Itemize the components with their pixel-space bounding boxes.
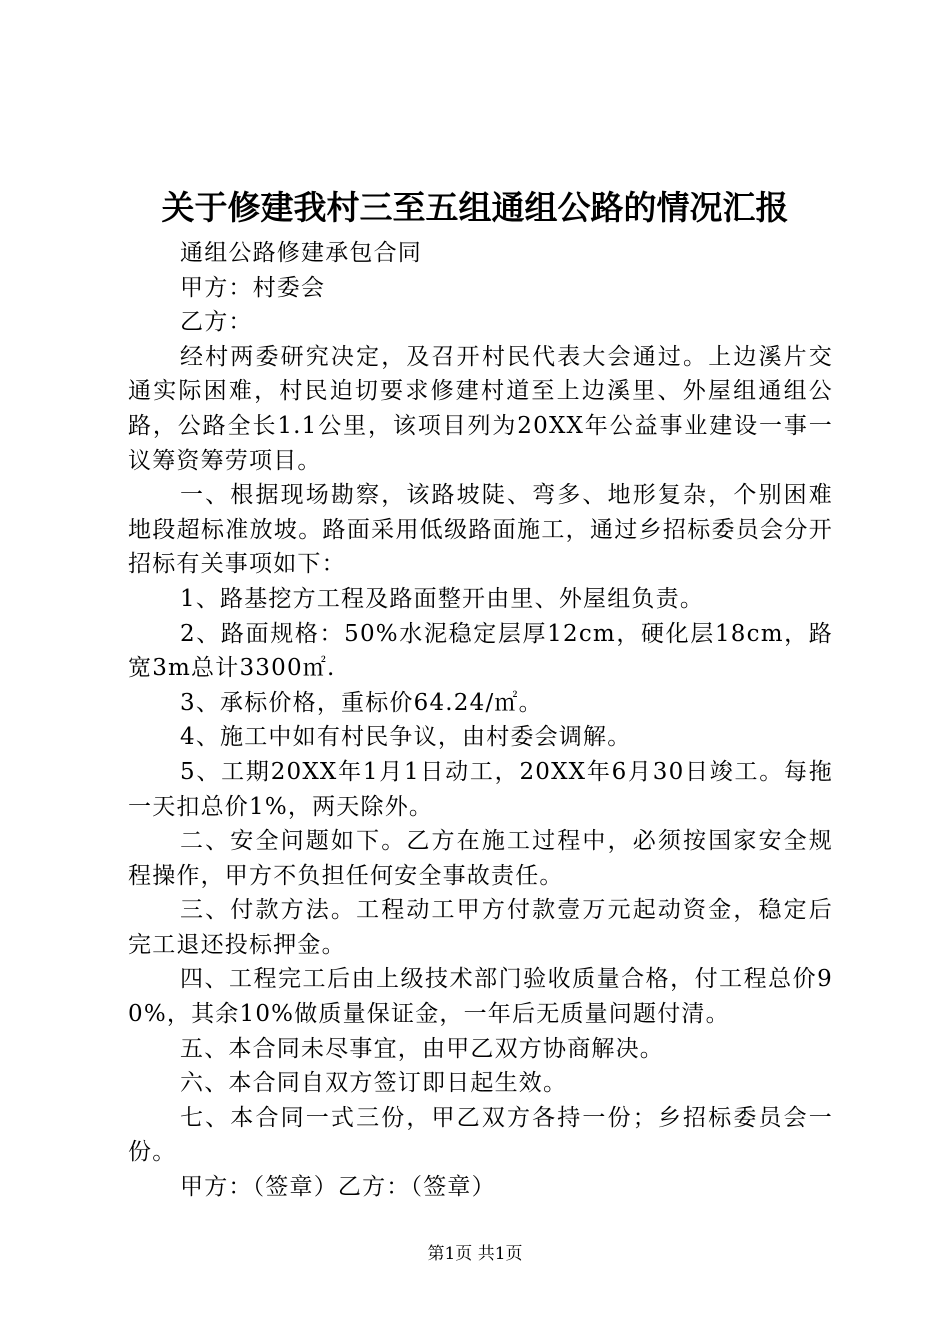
paragraph-item-3: 3、承标价格，重标价64.24/㎡。 [180, 689, 543, 716]
document-body [128, 236, 833, 1205]
paragraph-item-5: 5、工期20XX年1月1日动工，20XX年6月30日竣工。每拖一天扣总价1%，两天除外。 [128, 758, 833, 820]
paragraph-section-6: 六、本合同自双方签订即日起生效。 [180, 1070, 568, 1097]
paragraph-party-a: 甲方：村委会 [180, 274, 326, 301]
paragraph-signatures: 甲方：（签章）乙方：（签章） [180, 1174, 496, 1201]
paragraph-item-4: 4、施工中如有村民争议，由村委会调解。 [180, 724, 632, 751]
paragraph-section-7: 七、本合同一式三份，甲乙双方各持一份；乡招标委员会一份。 [128, 1104, 833, 1166]
paragraph-section-5: 五、本合同未尽事宜，由甲乙双方协商解决。 [180, 1035, 664, 1062]
paragraph-section-4: 四、工程完工后由上级技术部门验收质量合格，付工程总价90%，其余10%做质量保证金，一年后无质量问题付清。 [128, 966, 833, 1028]
paragraph-section-1: 一、根据现场勘察，该路坡陡、弯多、地形复杂，个别困难地段超标准放坡。路面采用低级路面施工，通过乡招标委员会分开招标有关事项如下： [128, 482, 833, 578]
paragraph-party-b: 乙方： [180, 309, 253, 336]
page-footer: 第1页 共1页 [427, 1244, 523, 1264]
paragraph-intro: 经村两委研究决定，及召开村民代表大会通过。上边溪片交通实际困难，村民迫切要求修建村道至上边溪里、外屋组通组公路，公路全长1.1公里，该项目列为20XX年公益事业建设一事一议筹资筹劳项目。 [128, 343, 833, 474]
paragraph-section-2: 二、安全问题如下。乙方在施工过程中，必须按国家安全规程操作，甲方不负担任何安全事故责任。 [128, 828, 833, 889]
paragraph-contract-heading: 通组公路修建承包合同 [180, 240, 422, 266]
document-title: 关于修建我村三至五组通组公路的情况汇报 [161, 188, 789, 227]
paragraph-item-2: 2、路面规格：50%水泥稳定层厚12cm，硬化层18cm，路宽3m总计3300㎡. [128, 620, 833, 682]
paragraph-section-3: 三、付款方法。工程动工甲方付款壹万元起动资金，稳定后完工退还投标押金。 [128, 897, 833, 958]
paragraph-item-1: 1、路基挖方工程及路面整开由里、外屋组负责。 [180, 585, 705, 612]
